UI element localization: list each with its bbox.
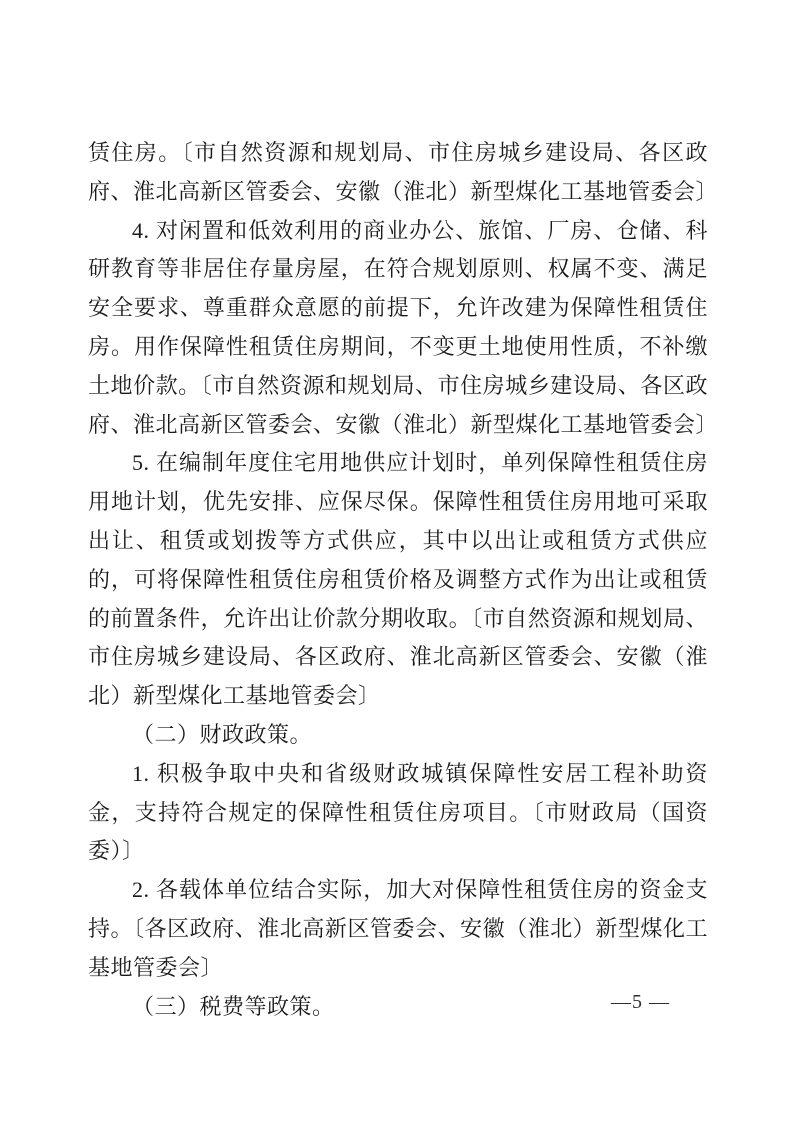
section-heading-finance-policy: （二）财政政策。 bbox=[132, 721, 313, 747]
paragraph-item-5: 5. 在编制年度住宅用地供应计划时，单列保障性租赁住房用地计划，优先安排、应保尽保。保障性租赁住房用地可采取出让、租赁或划拨等方式供应，其中以出让或租赁方式供应的，可将保障性租赁住房租赁价格及调整方式作为出让或租赁的前置条件，允许出让价款分期收取。〔市自然资源和规划局、市住房城乡建设局、各区政府、淮北高新区管委会、安徽（淮北）新型煤化工基地管委会〕 bbox=[88, 450, 708, 709]
page-number: —5 — bbox=[611, 991, 670, 1013]
paragraph-continuation: 赁住房。〔市自然资源和规划局、市住房城乡建设局、各区政府、淮北高新区管委会、安徽（淮北）新型煤化工基地管委会〕 bbox=[88, 140, 719, 204]
paragraph-item-2: 2. 各载体单位结合实际，加大对保障性租赁住房的资金支持。〔各区政府、淮北高新区管委会、安徽（淮北）新型煤化工基地管委会〕 bbox=[88, 877, 708, 980]
document-body bbox=[88, 134, 719, 1026]
section-heading-tax-policy: （三）税费等政策。 bbox=[132, 993, 335, 1019]
paragraph-item-1: 1. 积极争取中央和省级财政城镇保障性安居工程补助资金，支持符合规定的保障性租赁住房项目。〔市财政局（国资委）〕 bbox=[88, 760, 708, 864]
paragraph-item-4: 4. 对闲置和低效利用的商业办公、旅馆、厂房、仓储、科研教育等非居住存量房屋，在符合规划原则、权属不变、满足安全要求、尊重群众意愿的前提下，允许改建为保障性租赁住房。用作保障性租赁住房期间，不变更土地使用性质，不补缴土地价款。〔市自然资源和规划局、市住房城乡建设局、各区政府、淮北高新区管委会、安徽（淮北）新型煤化工基地管委会〕 bbox=[88, 217, 719, 437]
